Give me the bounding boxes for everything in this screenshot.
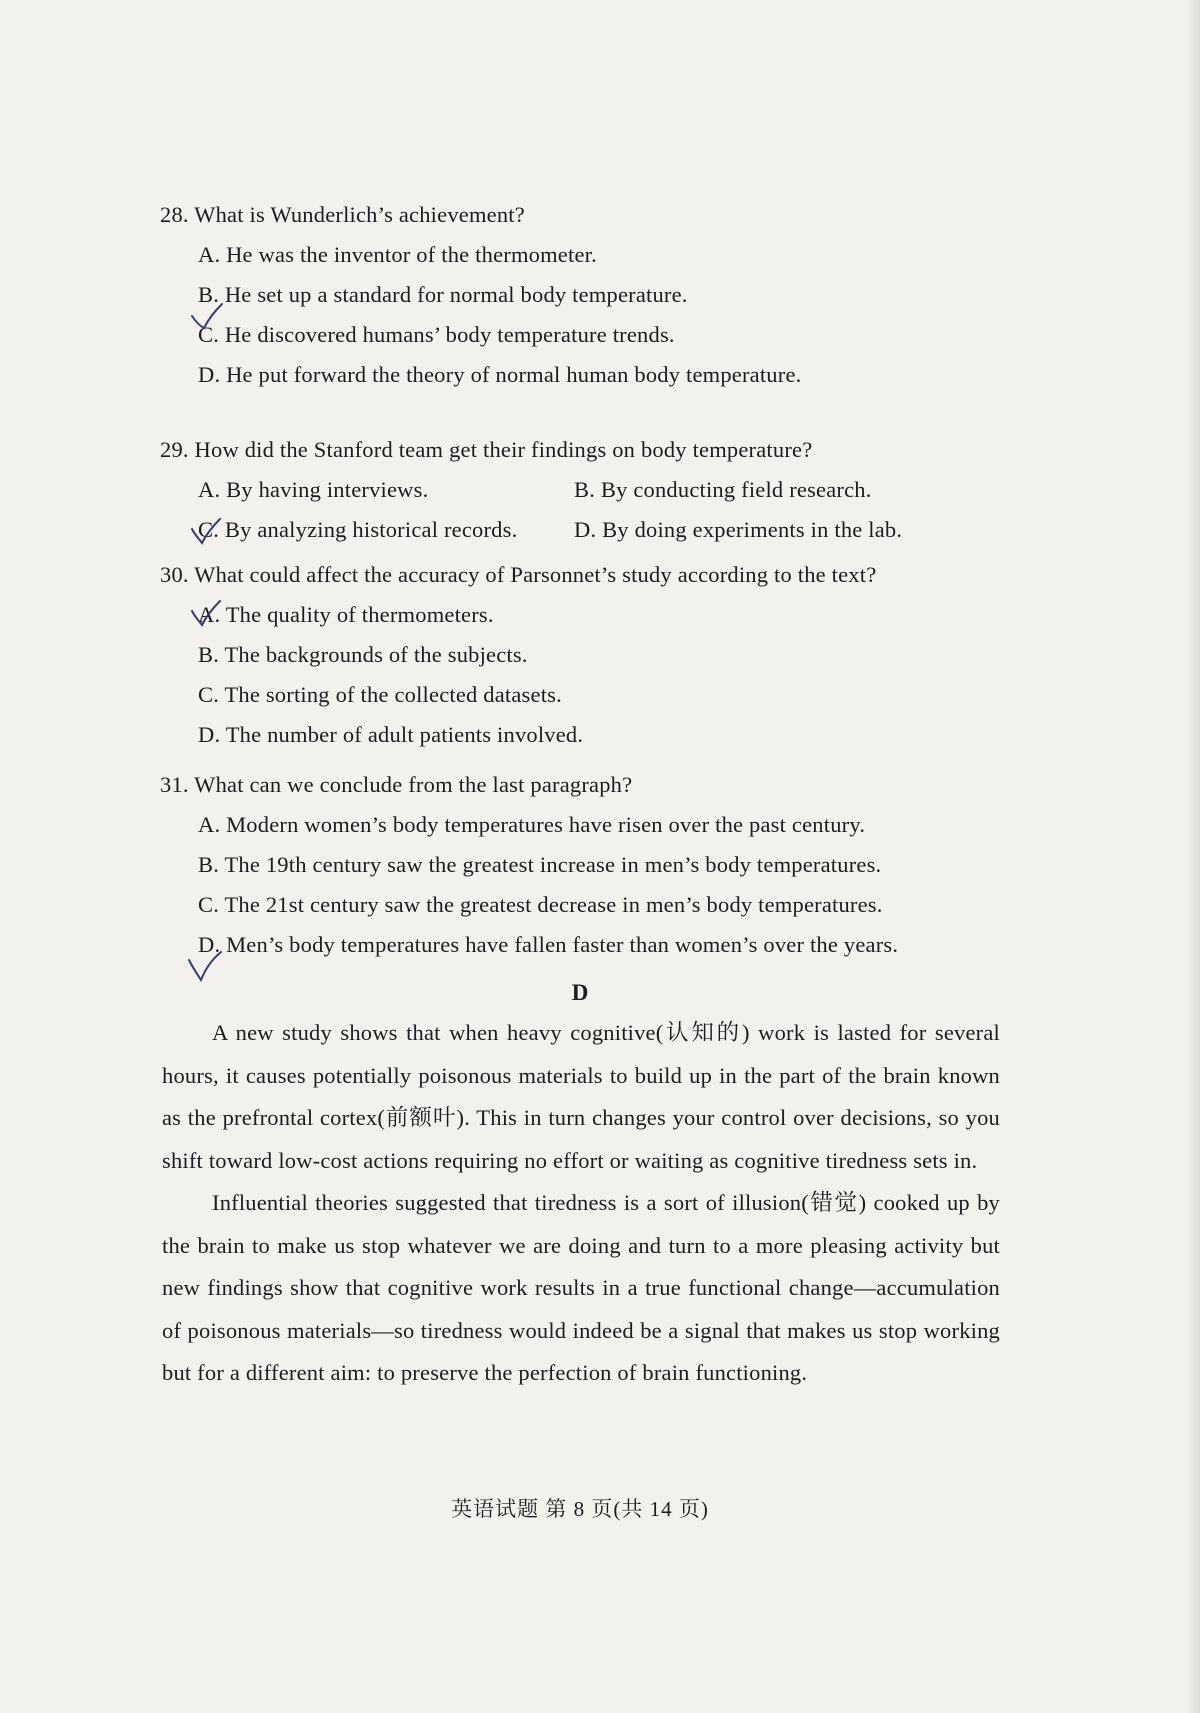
option-a: A. By having interviews. <box>198 477 429 502</box>
option-c: C. He discovered humans’ body temperature trends. <box>198 322 675 347</box>
option-row <box>160 470 1000 510</box>
option-c: C. The 21st century saw the greatest decrease in men’s body temperatures. <box>198 892 883 917</box>
option-c: C. By analyzing historical records. <box>198 517 518 542</box>
question-30 <box>160 555 1000 755</box>
option-a: A. He was the inventor of the thermometer. <box>198 242 597 267</box>
question-29 <box>160 430 1000 550</box>
reading-passage <box>162 1012 1000 1395</box>
option-d: D. The number of adult patients involved. <box>198 722 584 747</box>
passage-paragraph-1: A new study shows that when heavy cognitive(认知的) work is lasted for several hours, it causes potentially poisonous materials to build up in the part of the brain known as the prefrontal cortex(前额叶). This in turn changes your control over decisions, so you shift toward low-cost actions requiring no effort or waiting as cognitive tiredness sets in. <box>162 1020 1000 1173</box>
option-a: A. The quality of thermometers. <box>198 602 494 627</box>
question-stem: 29. How did the Stanford team get their findings on body temperature? <box>160 437 813 462</box>
option-b: B. By conducting field research. <box>574 477 872 502</box>
page-footer: 英语试题 第 8 页(共 14 页) <box>451 1497 709 1521</box>
option-d: D. Men’s body temperatures have fallen faster than women’s over the years. <box>198 932 899 957</box>
scan-edge-shadow <box>1186 0 1200 1713</box>
option-d: D. He put forward the theory of normal human body temperature. <box>198 362 802 387</box>
option-a: A. Modern women’s body temperatures have risen over the past century. <box>198 812 866 837</box>
question-stem: 28. What is Wunderlich’s achievement? <box>160 202 525 227</box>
option-c: C. The sorting of the collected datasets. <box>198 682 562 707</box>
question-28 <box>160 195 1000 395</box>
option-b: B. The 19th century saw the greatest increase in men’s body temperatures. <box>198 852 882 877</box>
passage-paragraph-2: Influential theories suggested that tiredness is a sort of illusion(错觉) cooked up by the brain to make us stop whatever we are doing and turn to a more pleasing activity but new findings show that cognitive work results in a true functional change—accumulation of poisonous materials—so tiredness would indeed be a signal that makes us stop working but for a different aim: to preserve the perfection of brain functioning. <box>162 1190 1000 1385</box>
option-row <box>160 510 1000 550</box>
question-31 <box>160 765 1000 965</box>
section-title: D <box>571 980 589 1005</box>
option-b: B. The backgrounds of the subjects. <box>198 642 528 667</box>
question-stem: 30. What could affect the accuracy of Parsonnet’s study according to the text? <box>160 562 877 587</box>
question-stem: 31. What can we conclude from the last paragraph? <box>160 772 633 797</box>
option-d: D. By doing experiments in the lab. <box>574 517 903 542</box>
option-b: B. He set up a standard for normal body temperature. <box>198 282 688 307</box>
